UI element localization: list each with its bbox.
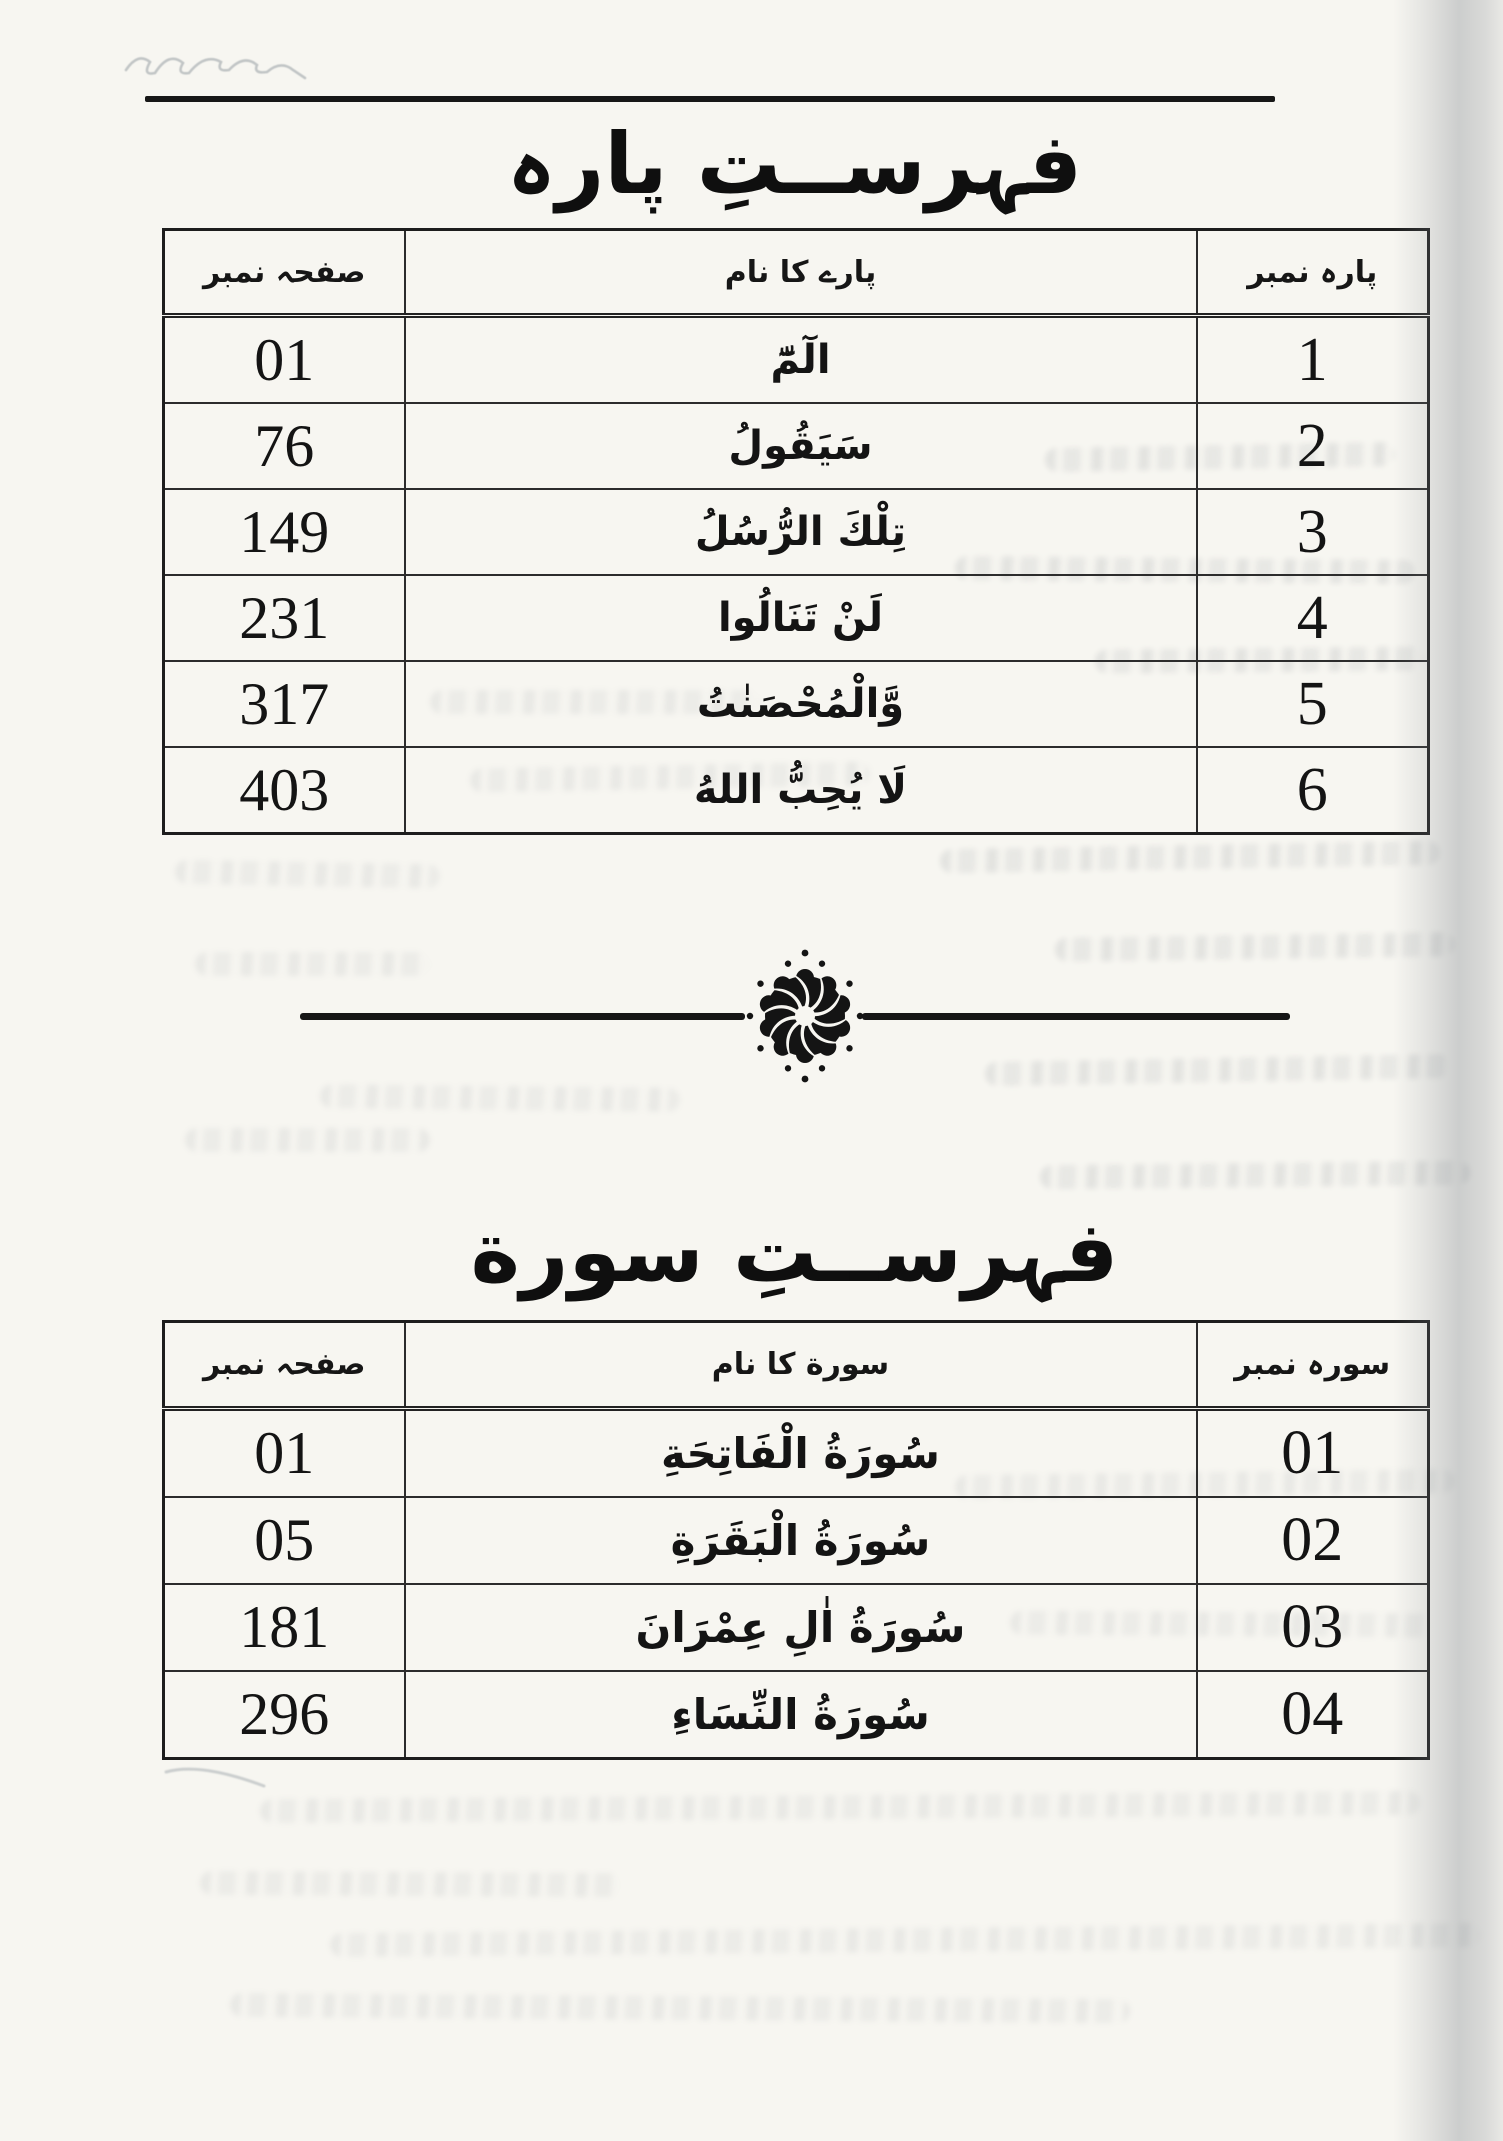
table-row	[164, 403, 1429, 489]
page-number-header: صفحہ نمبر	[164, 1322, 405, 1409]
para-number-cell: 4	[1197, 575, 1429, 661]
surah-name-cell: سُورَةُ النِّسَاءِ	[405, 1671, 1197, 1759]
para-number-cell: 1	[1197, 316, 1429, 404]
pencil-annotation	[118, 30, 328, 92]
para-number-cell: 5	[1197, 661, 1429, 747]
page-number-cell: 181	[164, 1584, 405, 1671]
surah-number-cell: 01	[1197, 1409, 1429, 1498]
page-number-cell: 149	[164, 489, 405, 575]
para-name-cell: لَا يُحِبُّ اللهُ	[405, 747, 1197, 834]
page-number-cell: 296	[164, 1671, 405, 1759]
para-index-table	[162, 228, 1430, 835]
page-number-cell: 01	[164, 316, 405, 404]
page-number-cell: 231	[164, 575, 405, 661]
para-name-cell: الٓمّٓ	[405, 316, 1197, 404]
surah-index-table	[162, 1320, 1430, 1760]
bleedthrough-line	[940, 841, 1440, 874]
page-number-cell: 403	[164, 747, 405, 834]
para-number-cell: 2	[1197, 403, 1429, 489]
surah-number-cell: 03	[1197, 1584, 1429, 1671]
page-number-cell: 01	[164, 1409, 405, 1498]
table-row	[164, 1497, 1429, 1584]
page-number-cell: 76	[164, 403, 405, 489]
table-row	[164, 661, 1429, 747]
surah-name-cell: سُورَةُ الْفَاتِحَةِ	[405, 1409, 1197, 1498]
page-number-cell: 05	[164, 1497, 405, 1584]
bleedthrough-line	[230, 1993, 1130, 2023]
surah-name-cell: سُورَةُ اٰلِ عِمْرَانَ	[405, 1584, 1197, 1671]
para-header-row	[164, 230, 1429, 316]
divider-line-right	[862, 1013, 1290, 1020]
para-name-cell: لَنْ تَنَالُوا	[405, 575, 1197, 661]
bleedthrough-line	[985, 1054, 1450, 1086]
bleedthrough-line	[195, 952, 430, 976]
bleedthrough-line	[330, 1923, 1480, 1957]
table-row	[164, 575, 1429, 661]
para-number-cell: 6	[1197, 747, 1429, 834]
page-number-cell: 317	[164, 661, 405, 747]
surah-header-row	[164, 1322, 1429, 1409]
bleedthrough-line	[200, 1871, 620, 1897]
para-name-header: پارے کا نام	[405, 230, 1197, 316]
page-edge-shadow	[1393, 0, 1503, 2141]
table-row	[164, 747, 1429, 834]
table-row	[164, 1584, 1429, 1671]
para-number-header: پارہ نمبر	[1197, 230, 1429, 316]
table-row	[164, 1409, 1429, 1498]
surah-name-header: سورة کا نام	[405, 1322, 1197, 1409]
floral-rosette-icon	[740, 947, 870, 1085]
para-index-title: فہرســتِ پارہ	[506, 115, 1083, 213]
surah-number-cell: 02	[1197, 1497, 1429, 1584]
para-name-cell: وَّالْمُحْصَنٰتُ	[405, 661, 1197, 747]
bleedthrough-line	[260, 1791, 1420, 1823]
page-number-header: صفحہ نمبر	[164, 230, 405, 316]
bleedthrough-line	[175, 860, 440, 889]
bleedthrough-line	[320, 1084, 680, 1112]
divider-line-left	[300, 1013, 745, 1020]
table-row	[164, 1671, 1429, 1759]
surah-name-cell: سُورَةُ الْبَقَرَةِ	[405, 1497, 1197, 1584]
para-name-cell: سَيَقُولُ	[405, 403, 1197, 489]
surah-number-cell: 04	[1197, 1671, 1429, 1759]
bleedthrough-line	[185, 1128, 430, 1152]
para-name-cell: تِلْكَ الرُّسُلُ	[405, 489, 1197, 575]
table-row	[164, 316, 1429, 404]
surah-number-header: سورہ نمبر	[1197, 1322, 1429, 1409]
table-row	[164, 489, 1429, 575]
surah-index-title: فہرســتِ سورة	[470, 1203, 1119, 1301]
para-number-cell: 3	[1197, 489, 1429, 575]
pencil-mark	[160, 1760, 270, 1796]
